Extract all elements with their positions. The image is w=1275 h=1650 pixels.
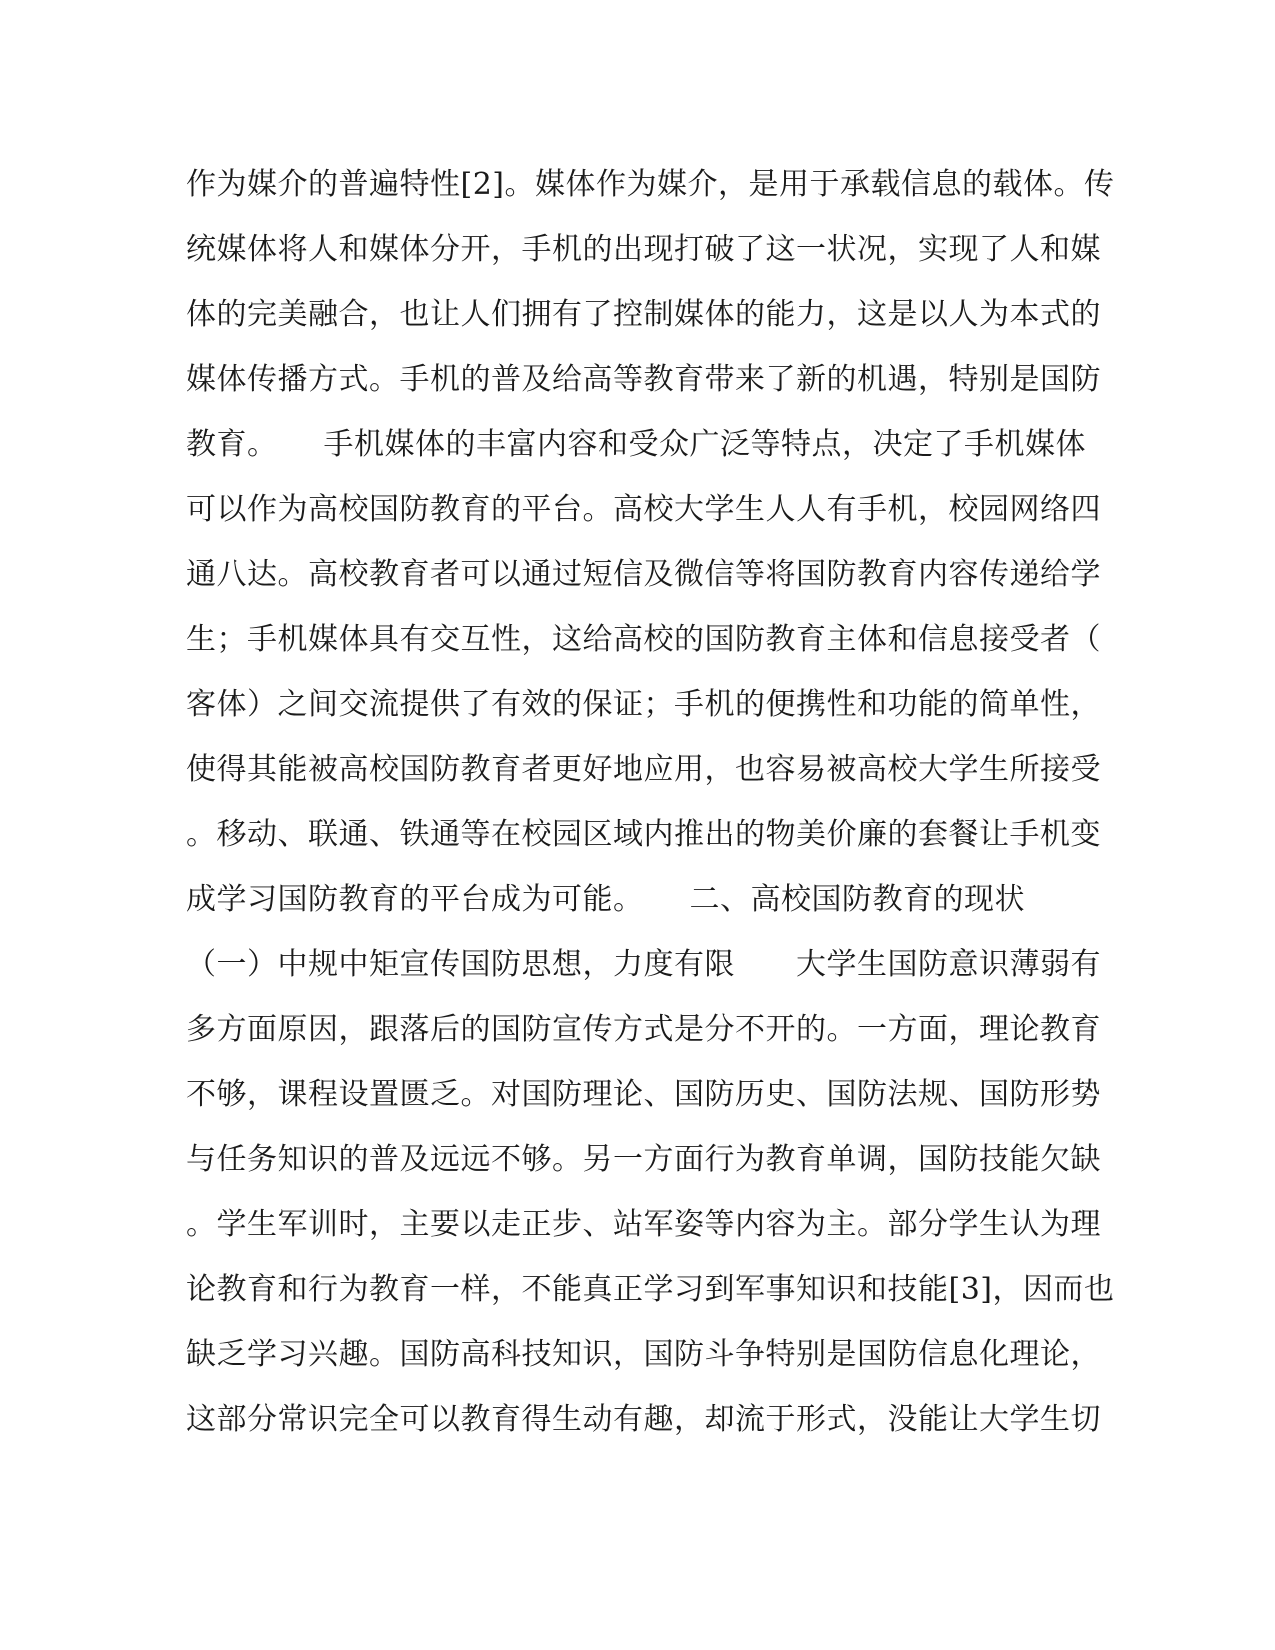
text-line: 这部分常识完全可以教育得生动有趣，却流于形式，没能让大学生切: [186, 1402, 1101, 1437]
text-line: 。移动、联通、铁通等在校园区域内推出的物美价廉的套餐让手机变: [186, 817, 1101, 852]
text-line: 体的完美融合，也让人们拥有了控制媒体的能力，这是以人为本式的: [186, 297, 1101, 332]
text-line: 论教育和行为教育一样，不能真正学习到军事知识和技能[3]，因而也: [186, 1272, 1115, 1307]
text-line: 可以作为高校国防教育的平台。高校大学生人人有手机，校园网络四: [186, 492, 1101, 527]
text-line: 多方面原因，跟落后的国防宣传方式是分不开的。一方面，理论教育: [186, 1012, 1101, 1047]
text-line: 不够，课程设置匮乏。对国防理论、国防历史、国防法规、国防形势: [186, 1077, 1101, 1112]
text-line: 生；手机媒体具有交互性，这给高校的国防教育主体和信息接受者（: [186, 622, 1101, 657]
text-line: 教育。 手机媒体的丰富内容和受众广泛等特点，决定了手机媒体: [186, 427, 1086, 462]
text-line: 客体）之间交流提供了有效的保证；手机的便携性和功能的简单性，: [186, 687, 1101, 722]
text-line: 成学习国防教育的平台成为可能。 二、高校国防教育的现状: [186, 882, 1025, 917]
text-line: 统媒体将人和媒体分开，手机的出现打破了这一状况，实现了人和媒: [186, 232, 1101, 267]
text-line: 。学生军训时，主要以走正步、站军姿等内容为主。部分学生认为理: [186, 1207, 1101, 1242]
text-line: 通八达。高校教育者可以通过短信及微信等将国防教育内容传递给学: [186, 557, 1101, 592]
text-line: 使得其能被高校国防教育者更好地应用，也容易被高校大学生所接受: [186, 752, 1101, 787]
text-line: 作为媒介的普遍特性[2]。媒体作为媒介，是用于承载信息的载体。传: [186, 167, 1115, 202]
text-line: （一）中规中矩宣传国防思想，力度有限 大学生国防意识薄弱有: [186, 947, 1101, 982]
text-line: 媒体传播方式。手机的普及给高等教育带来了新的机遇，特别是国防: [186, 362, 1101, 397]
text-line: 与任务知识的普及远远不够。另一方面行为教育单调，国防技能欠缺: [186, 1142, 1101, 1177]
text-line: 缺乏学习兴趣。国防高科技知识，国防斗争特别是国防信息化理论，: [186, 1337, 1101, 1372]
body-text: [186, 152, 1115, 1452]
